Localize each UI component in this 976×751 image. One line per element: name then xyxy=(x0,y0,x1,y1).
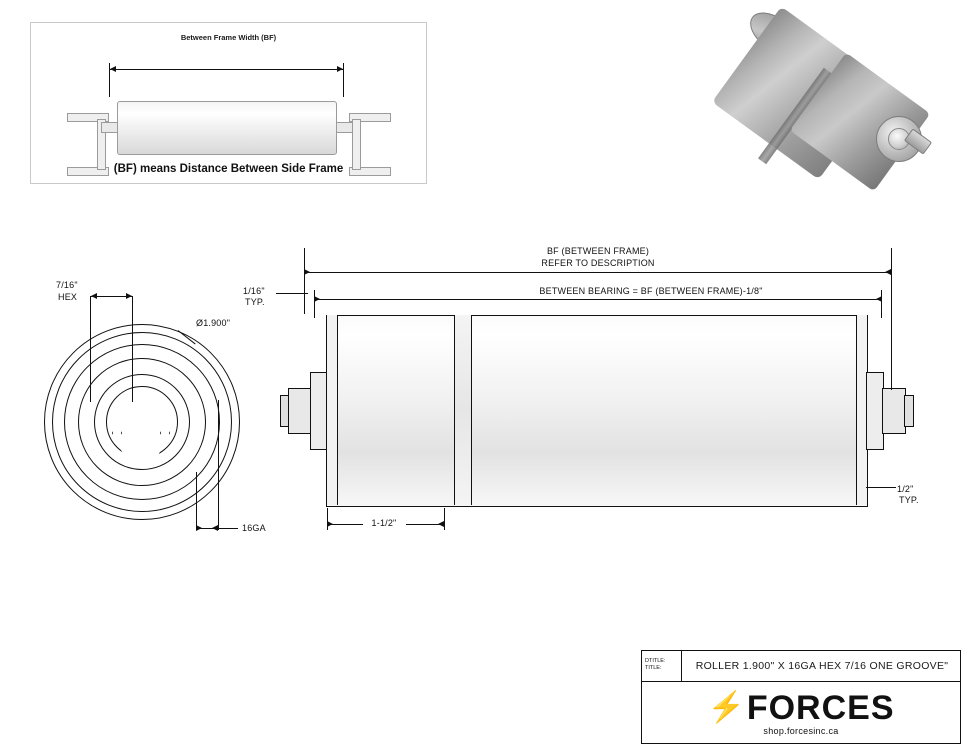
shaft-left xyxy=(288,388,312,434)
dim-hex-line2: HEX xyxy=(58,292,78,302)
dim-groove-offset-label: 1-1/2" xyxy=(371,518,397,528)
dim-groove-arrow-right xyxy=(438,521,444,527)
dim-hex-arrow-left xyxy=(91,293,97,299)
dim-groove-ext-right xyxy=(444,508,445,530)
dim-gauge-ext-left xyxy=(196,472,197,530)
title-block-header xyxy=(642,651,960,682)
dim-bb-ext-left xyxy=(314,290,315,318)
dim-bf-arrow-left xyxy=(304,269,310,275)
dim-gauge-arrow-right xyxy=(212,525,218,531)
dim-hex-arrow-right xyxy=(126,293,132,299)
dim-bf-ext-left xyxy=(304,248,305,314)
roller-groove xyxy=(454,315,472,505)
inset-bf-dimline xyxy=(109,69,343,70)
roller-3d-render xyxy=(716,8,966,190)
inset-caption: (BF) means Distance Between Side Frame xyxy=(113,163,344,175)
endview-hex-bore xyxy=(112,404,170,462)
brand-website: shop.forcesinc.ca xyxy=(763,725,839,736)
dim-between-bearing-label: BETWEEN BEARING = BF (BETWEEN FRAME)-1/8" xyxy=(539,286,763,296)
dim-typ-left-line2: TYP. xyxy=(245,297,265,307)
end-cap-left xyxy=(326,315,338,505)
dim-hex-line1: 7/16" xyxy=(56,280,78,290)
inset-bf-label: Between Frame Width (BF) xyxy=(180,33,277,42)
dim-hex-ext-left xyxy=(90,296,91,402)
dim-bf-ext-right xyxy=(891,248,892,390)
inset-shaft-right xyxy=(335,122,353,133)
inset-side-frame-left xyxy=(67,109,107,181)
dim-gauge-arrow-left xyxy=(196,525,202,531)
dim-bf-line2: REFER TO DESCRIPTION xyxy=(541,258,655,268)
brand-name: FORCES xyxy=(746,688,895,727)
dim-bb-ext-right xyxy=(881,290,882,318)
drawing-title: ROLLER 1.900" X 16GA HEX 7/16 ONE GROOVE" xyxy=(695,660,949,672)
inset-bf-ext-right xyxy=(343,63,344,97)
dim-diameter-label: Ø1.900" xyxy=(196,318,231,328)
shaft-tip-right xyxy=(904,395,914,427)
shaft-right xyxy=(882,388,906,434)
inset-roller-body xyxy=(117,101,337,155)
dim-bf-line1: BF (BETWEEN FRAME) xyxy=(546,246,650,256)
inset-bf-arrow-right xyxy=(337,66,343,72)
brand-logo-block xyxy=(642,681,960,743)
main-side-view xyxy=(268,300,928,550)
dim-bf-arrow-right xyxy=(885,269,891,275)
dim-typ-left-line1: 1/16" xyxy=(243,286,265,296)
title-block xyxy=(641,650,961,744)
dim-gauge-label: 16GA xyxy=(242,523,266,533)
title-block-tag-line1: DTITLE: xyxy=(645,658,666,664)
inset-bf-arrow-left xyxy=(110,66,116,72)
dim-typ-right-line1: 1/2" xyxy=(897,484,914,494)
inset-side-frame-right xyxy=(349,109,389,181)
dim-hex-ext-right xyxy=(132,296,133,402)
dim-bb-arrow-right xyxy=(876,296,882,302)
dim-groove-arrow-left xyxy=(327,521,333,527)
roller-tube xyxy=(326,315,868,507)
inset-frame-diagram xyxy=(30,22,427,184)
dim-bf-line xyxy=(304,272,892,273)
dim-typ-right-leader xyxy=(866,487,896,488)
dim-between-bearing-line xyxy=(314,299,882,300)
title-block-tag-line2: TITLE: xyxy=(645,665,662,671)
dim-typ-left-leader xyxy=(276,293,308,294)
title-block-tag xyxy=(642,651,682,681)
dim-typ-right-line2: TYP. xyxy=(899,495,919,505)
end-view xyxy=(22,318,254,548)
dim-bb-arrow-left xyxy=(314,296,320,302)
lightning-bolt-icon: ⚡ xyxy=(707,691,745,724)
dim-gauge-ext-right xyxy=(218,400,219,530)
